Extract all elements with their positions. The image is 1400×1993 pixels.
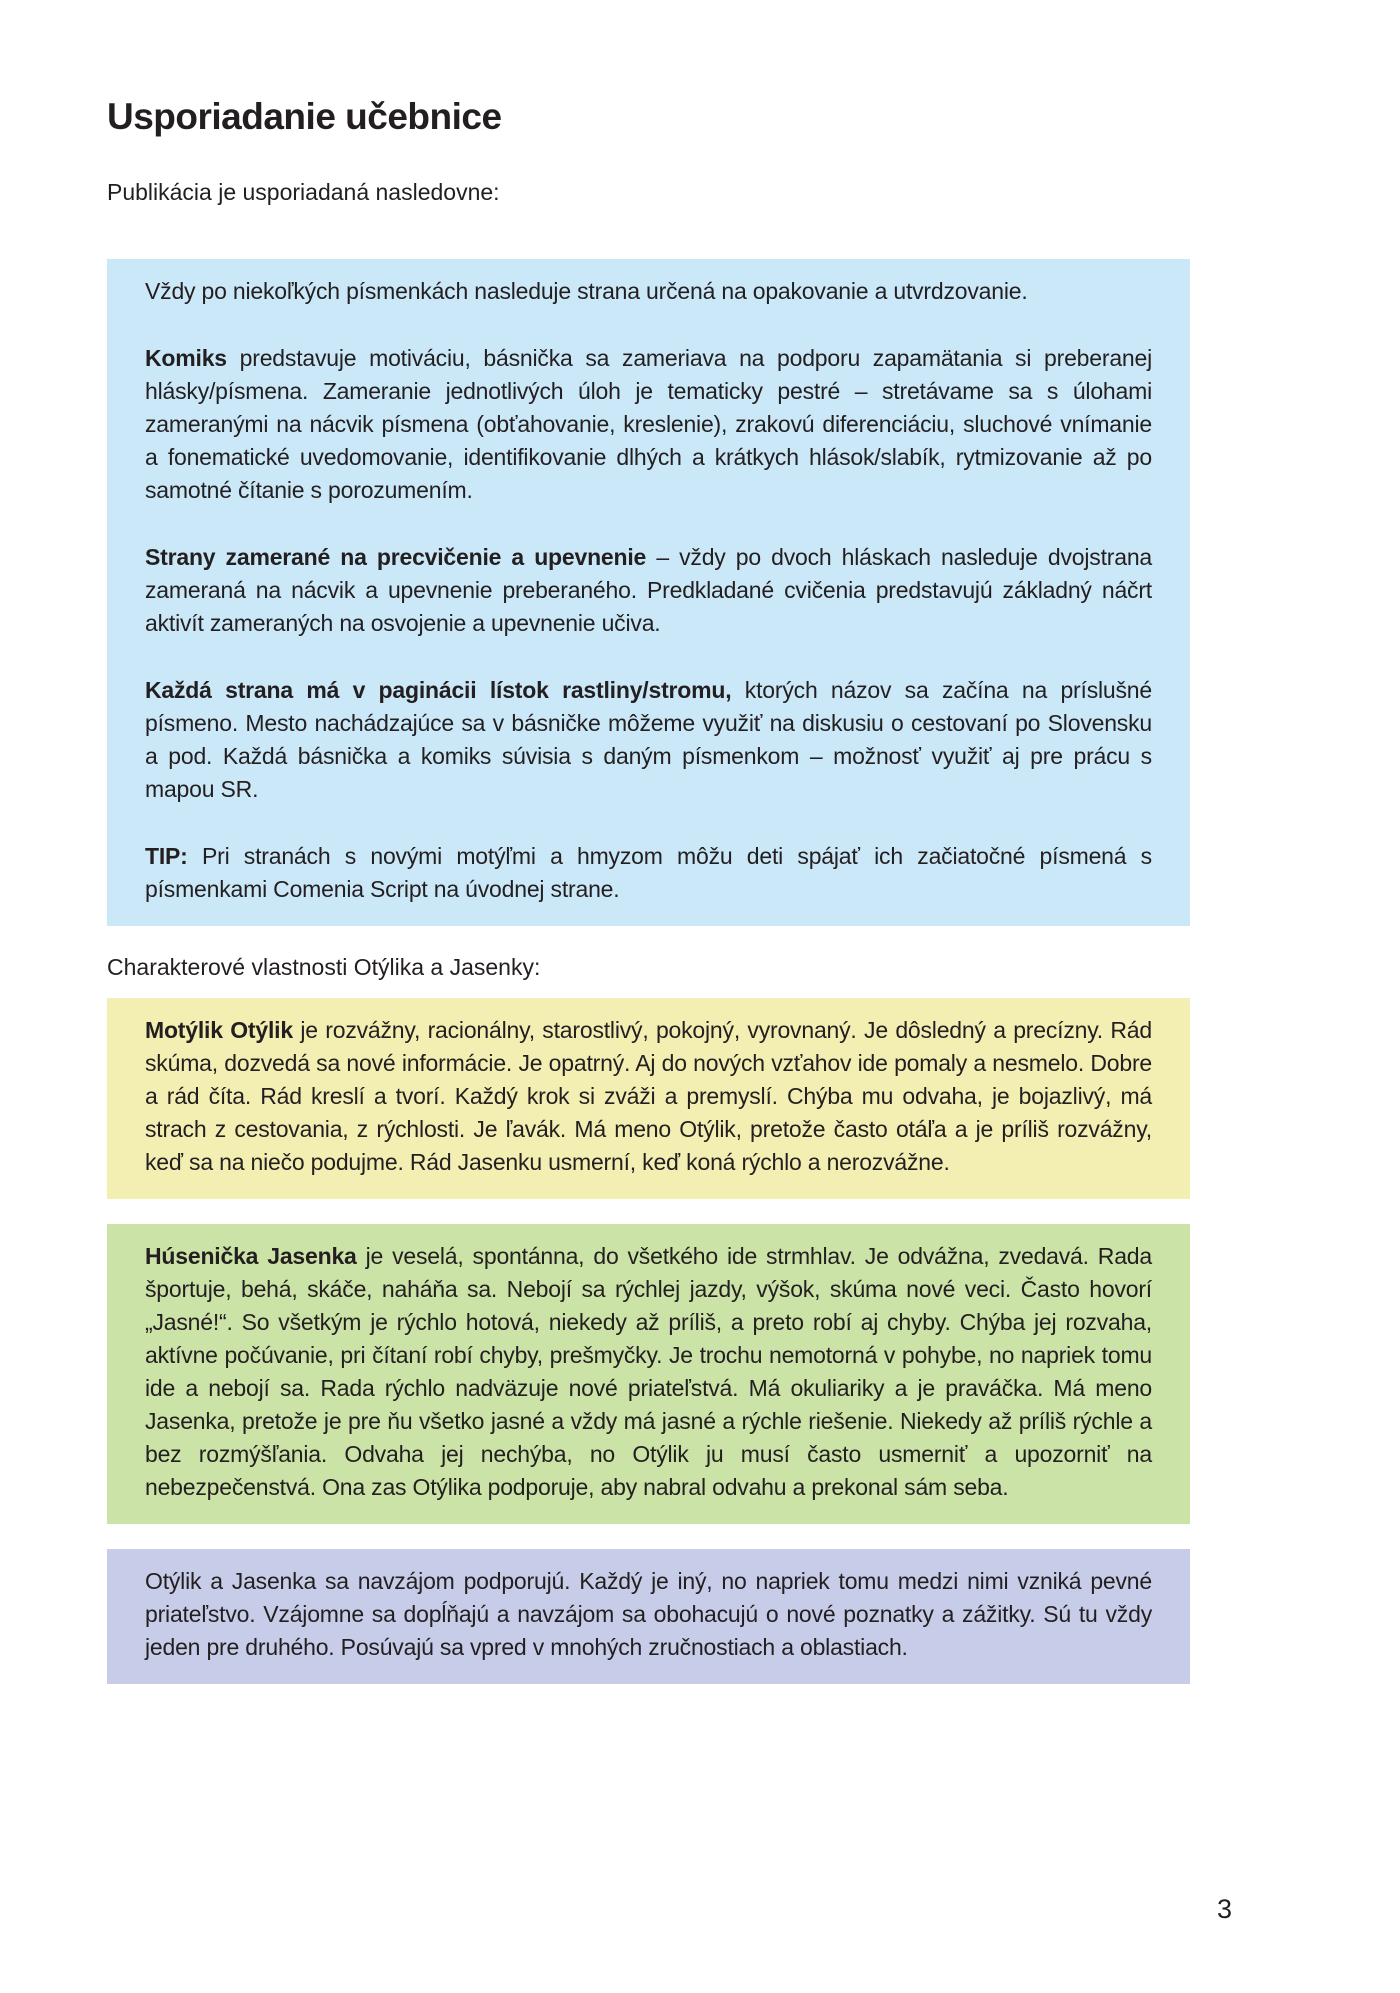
paragraph-lead: Húsenička Jasenka [145,1242,357,1269]
paragraph-text: je rozvážny, racionálny, starostlivý, pokojný, vyrovnaný. Je dôsledný a precízny. Rád skúma, dozvedá sa nové informácie. Je opatrný. Aj do nových vzťahov ide pomaly a nesmelo. Dobre a rád číta. Rád kreslí a tvorí. Každý krok si zváži a premyslí. Chýba mu odvaha, je bojazlivý, má strach z cestovania, z rýchlosti. Je ľavák. Má meno Otýlik, pretože často otáľa a je príliš rozvážny, keď sa na niečo podujme. Rád Jasenku usmerní, keď koná rýchlo a nerozvážne. [145,1016,1152,1175]
structure-paragraph-tip [145,840,1152,906]
structure-paragraph-practice-pages [145,541,1152,640]
paragraph-text: je veselá, spontánna, do všetkého ide strmhlav. Je odvážna, zvedavá. Rada športuje, behá, skáče, naháňa sa. Nebojí sa rýchlej jazdy, výšok, skúma nové veci. Často hovorí „Jasné!“. So všetkým je rýchlo hotová, niekedy až príliš, a preto robí aj chyby. Chýba jej rozvaha, aktívne počúvanie, pri čítaní robí chyby, prešmyčky. Je trochu nemotorná v pohybe, no napriek tomu ide a nebojí sa. Rada rýchlo nadväzuje nové priateľstvá. Má okuliariky a je praváčka. Má meno Jasenka, pretože je pre ňu všetko jasné a vždy má jasné a rýchle riešenie. Niekedy až príliš rýchle a bez rozmýšľania. Odvaha jej nechýba, no Otýlik ju musí často usmerniť a upozorniť na nebezpečenstvá. Ona zas Otýlika podporuje, aby nabral odvahu a prekonal sám seba. [145,1242,1152,1500]
structure-paragraph-komiks [145,342,1152,507]
section-heading-characters: Charakterové vlastnosti Otýlika a Jasenky: [107,953,541,980]
page-number: 3 [1216,1894,1232,1924]
info-box-jasenka [107,1224,1190,1524]
paragraph-lead: Motýlik Otýlik [145,1016,293,1043]
paragraph-lead: Strany zamerané na precvičenie a upevnenie [145,543,647,570]
paragraph-lead: TIP: [145,842,188,869]
otylik-paragraph [145,1014,1152,1179]
structure-paragraph-pagination-leaf [145,674,1152,806]
info-box-structure [107,259,1190,926]
paragraph-lead: Komiks [145,344,227,371]
paragraph-lead: Každá strana má v paginácii lístok rastliny/stromu, [145,676,732,703]
friendship-paragraph [145,1565,1152,1664]
jasenka-paragraph [145,1240,1152,1504]
info-box-otylik [107,998,1190,1199]
structure-paragraph-overview [145,275,1152,308]
paragraph-text: Vždy po niekoľkých písmenkách nasleduje strana určená na opakovanie a utvrdzovanie. [145,277,1028,304]
page-title: Usporiadanie učebnice [107,96,502,137]
paragraph-text: predstavuje motiváciu, básnička sa zameriava na podporu zapamätania si preberanej hlásky/písmena. Zameranie jednotlivých úloh je tematicky pestré – stretávame sa s úlohami zameranými na nácvik písmena (obťahovanie, kreslenie), zrakovú diferenciáciu, sluchové vnímanie a fonematické uvedomovanie, identifikovanie dlhých a krátkych hlások/slabík, rytmizovanie až po samotné čítanie s porozumením. [145,344,1152,503]
info-box-friendship [107,1549,1190,1684]
intro-text: Publikácia je usporiadaná nasledovne: [107,178,500,205]
paragraph-text: Otýlik a Jasenka sa navzájom podporujú. Každý je iný, no napriek tomu medzi nimi vzniká pevné priateľstvo. Vzájomne sa dopĺňajú a navzájom sa obohacujú o nové poznatky a zážitky. Sú tu vždy jeden pre druhého. Posúvajú sa vpred v mnohých zručnostiach a oblastiach. [145,1567,1152,1660]
page-content [107,0,1190,1684]
paragraph-text: Pri stranách s novými motýľmi a hmyzom môžu deti spájať ich začiatočné písmená s písmenkami Comenia Script na úvodnej strane. [145,842,1152,902]
paragraph-text: ktorých názov sa začína na príslušné písmeno. Mesto nachádzajúce sa v básničke môžeme využiť na diskusiu o cestovaní po Slovensku a pod. Každá básnička a komiks súvisia s daným písmenkom – možnosť využiť aj pre prácu s mapou SR. [145,676,1152,802]
paragraph-text: – vždy po dvoch hláskach nasleduje dvojstrana zameraná na nácvik a upevnenie preberaného. Predkladané cvičenia predstavujú základný náčrt aktivít zameraných na osvojenie a upevnenie učiva. [145,543,1152,636]
